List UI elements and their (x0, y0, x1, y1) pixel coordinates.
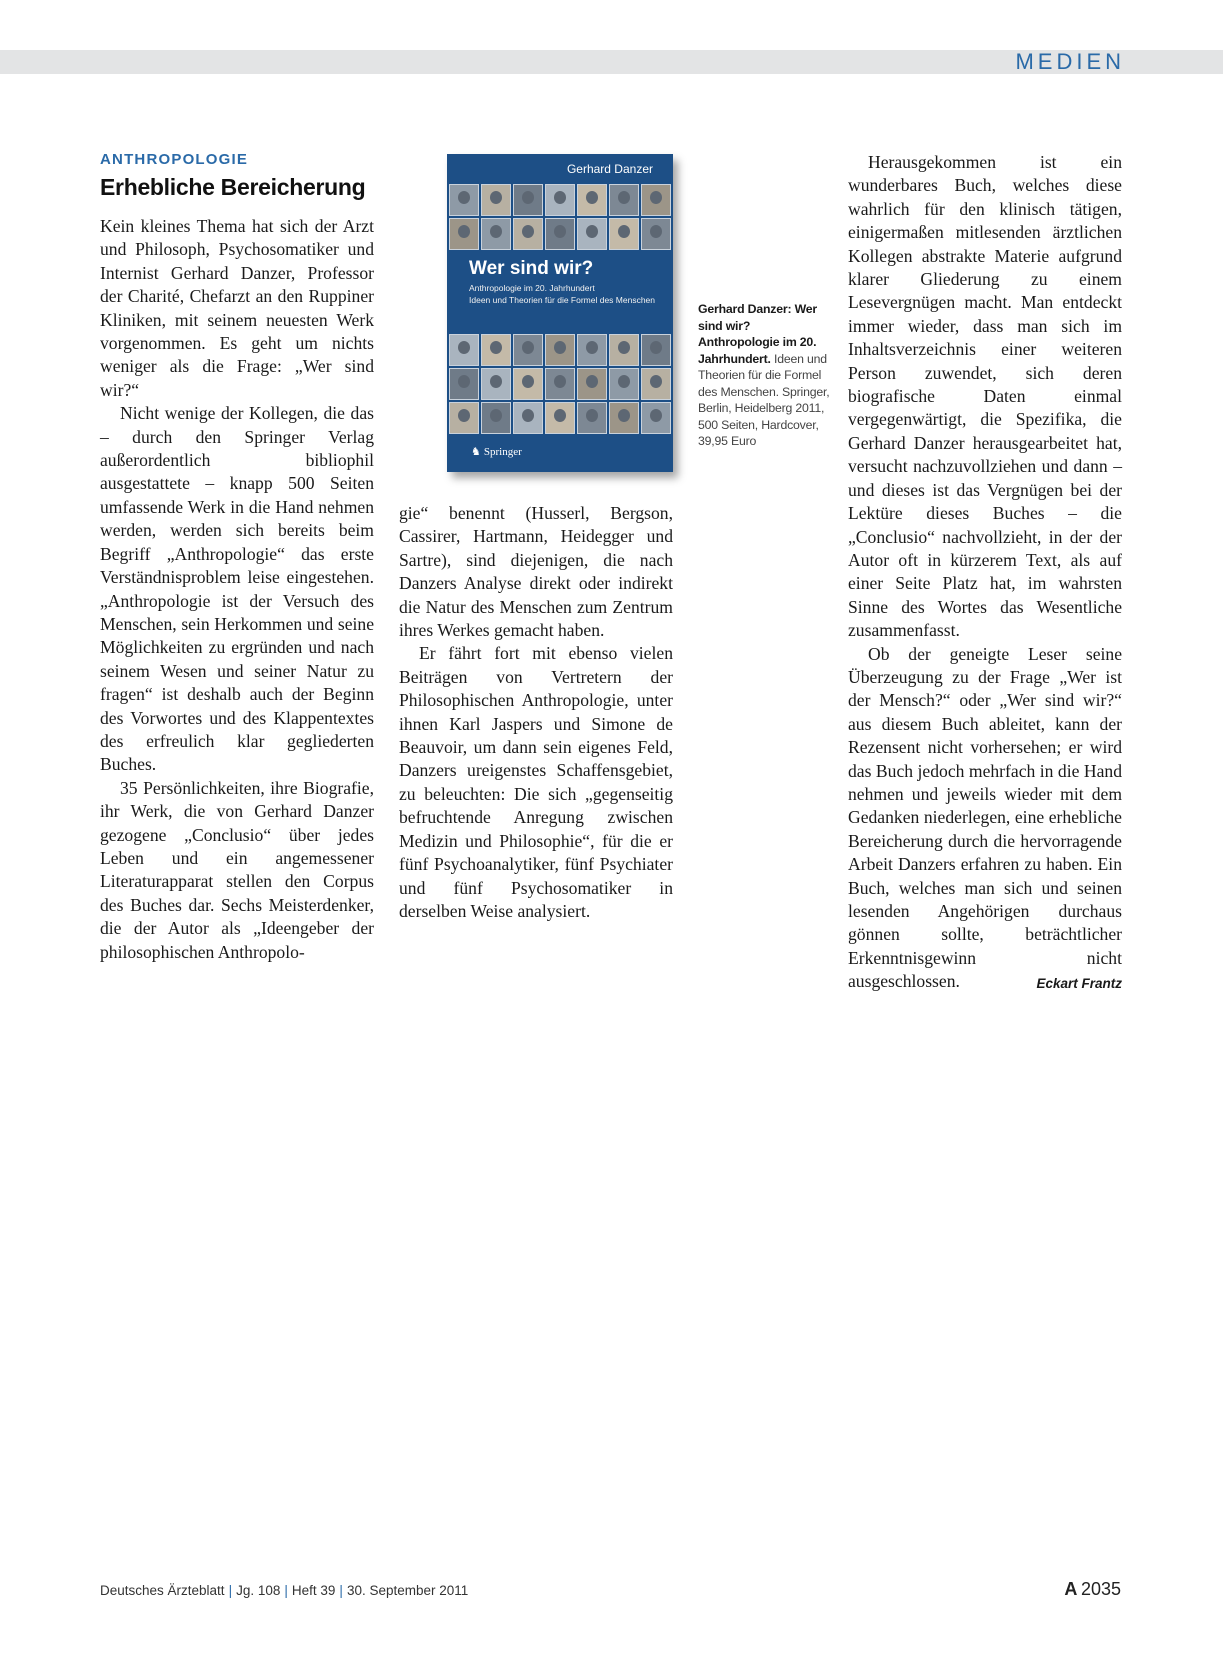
journal-date: 30. September 2011 (346, 1583, 469, 1598)
cover-portrait (609, 334, 639, 366)
cover-portrait (609, 402, 639, 434)
footer-separator: | (284, 1583, 288, 1598)
cover-portrait (641, 334, 671, 366)
cover-portrait (577, 334, 607, 366)
paragraph: Herausgekommen ist ein wunderbares Buch, welches diese wahrlich für den klinisch tätigen, einigermaßen mitlesenden ärztlichen Kollegen abstrakte Materie aufgrund klarer Gliederung zu einem Lesevergnügen macht. Man entdeckt immer wieder, dass man sich im Inhaltsverzeichnis einer weiteren Person zuwendet, sich deren biografische Daten einmal vergegenwärtigt, die Spezifika, die Gerhard Danzer herausgearbeitet hat, versucht nachzuvollziehen und dann – und dieses ist das Vergnügen bei der Lektüre dieses Buches – die „Conclusio“ nachvollzieht, in der der Autor oft in kürzerem Text, als auf einer Seite Platz hat, im wahrsten Sinne des Wortes das Wesentliche zusammenfasst. (848, 152, 1122, 641)
cover-author: Gerhard Danzer (566, 162, 653, 176)
springer-horse-icon: ♞ (471, 446, 481, 458)
cover-portrait (513, 184, 543, 216)
page-number (1064, 1579, 1121, 1600)
page-number-prefix: A (1064, 1579, 1078, 1599)
cover-portrait (481, 218, 511, 250)
footer-separator: | (339, 1583, 343, 1598)
paragraph: 35 Persönlichkeiten, ihre Biografie, ihr Werk, die von Gerhard Danzer gezogene „Conclusio“ über jedes Leben und ein angemessener Literaturapparat stellen den Corpus des Buches dar. Sechs Meisterdenker, die der Autor als „Ideengeber der philosophischen Anthropolo- (100, 777, 374, 962)
article-author: Eckart Frantz (1036, 976, 1122, 992)
cover-portrait (513, 218, 543, 250)
cover-publisher-name: Springer (483, 446, 522, 458)
cover-portrait (641, 218, 671, 250)
cover-portrait (449, 402, 479, 434)
cover-portrait (577, 368, 607, 400)
book-cover-image (447, 154, 673, 472)
cover-portrait (449, 218, 479, 250)
article-headline: Erhebliche Bereicherung (100, 174, 366, 200)
cover-portrait (449, 184, 479, 216)
paragraph: Er fährt fort mit ebenso vielen Beiträgen von Vertretern der Philosophischen Anthropologie, unter ihnen Karl Jaspers und Simone de Beauvoir, um dann sein eigenes Feld, Danzers ureigenstes Schaffensgebiet, zu beleuchten: Die sich „gegenseitig befruchtende Anregung zwischen Medizin und Philosophie“, für die er fünf Psychoanalytiker, fünf Psychiater und fünf Psychosomatiker in derselben Weise analysiert. (399, 643, 673, 921)
paragraph-text: Ob der geneigte Leser seine Überzeugung zu der Frage „Wer ist der Mensch?“ oder „Wer sind wir?“ aus diesem Buch ableitet, kann der Rezensent nicht vorhersehen; er wird das Buch jedoch mehrfach in die Hand nehmen und jeweils wieder mit dem Gedanken niederlegen, eine erhebliche Bereicherung durch die hervorragende Arbeit Danzers erfahren zu haben. Ein Buch, welches man sich und seinen lesenden Angehörigen durchaus gönnen sollte, beträchtlicher Erkenntnisgewinn nicht ausgeschlossen. (848, 643, 1122, 992)
article-column-3 (848, 151, 1122, 996)
cover-portrait (545, 184, 575, 216)
cover-portrait (577, 402, 607, 434)
paragraph: Kein kleines Thema hat sich der Arzt und Philosoph, Psychosomatiker und Internist Gerhard Danzer, Professor der Charité, Chefarzt an den Ruppiner Kliniken, mit seinem neuesten Werk vorgenommen. Es geht um nichts weniger als die Frage: „Wer sind wir?“ (100, 216, 374, 400)
cover-portrait (513, 402, 543, 434)
article-column-1 (100, 151, 374, 964)
paragraph: gie“ benennt (Husserl, Bergson, Cassirer, Hartmann, Heidegger und Sartre), sind diejenigen, die nach Danzers Analyse direkt oder indirekt die Natur des Menschen zum Zentrum ihres Werkes gemacht haben. (399, 503, 673, 641)
cover-portrait (577, 184, 607, 216)
cover-portrait (449, 334, 479, 366)
paragraph (848, 643, 1122, 994)
caption-details: Ideen und Theorien für die Formel des Menschen. Springer, Berlin, Heidelberg 2011, 500 Seiten, Hardcover, 39,95 Euro (698, 351, 830, 448)
cover-portrait (545, 368, 575, 400)
cover-portrait (481, 368, 511, 400)
article-column-2 (399, 502, 673, 923)
cover-portrait (481, 402, 511, 434)
cover-portrait (609, 368, 639, 400)
cover-title: Wer sind wir? (469, 258, 594, 279)
cover-portrait (513, 368, 543, 400)
cover-portrait (481, 334, 511, 366)
cover-portrait (609, 218, 639, 250)
cover-portrait (609, 184, 639, 216)
caption-bold: Gerhard Danzer: Wer sind wir? Anthropologie im 20. Jahrhundert. (698, 302, 817, 366)
cover-subtitle-line-2: Ideen und Theorien für die Formel des Menschen (469, 295, 656, 305)
cover-publisher (471, 445, 522, 458)
cover-portrait (641, 184, 671, 216)
article-kicker: ANTHROPOLOGIE (100, 151, 249, 168)
cover-portrait (513, 334, 543, 366)
cover-portrait (481, 184, 511, 216)
cover-subtitle-line-1: Anthropologie im 20. Jahrhundert (469, 283, 595, 293)
cover-portrait (577, 218, 607, 250)
cover-portrait (641, 402, 671, 434)
section-label: MEDIEN (1015, 49, 1125, 74)
cover-portrait (545, 218, 575, 250)
footer-separator: | (228, 1583, 233, 1598)
journal-volume: Jg. 108 (236, 1583, 281, 1598)
journal-issue: Heft 39 (291, 1583, 336, 1598)
cover-subtitle (469, 282, 669, 306)
cover-portrait (449, 368, 479, 400)
page-footer (100, 1583, 468, 1598)
cover-portrait (545, 402, 575, 434)
cover-portrait (545, 334, 575, 366)
journal-name: Deutsches Ärzteblatt (100, 1583, 225, 1598)
paragraph: Nicht wenige der Kollegen, die das – durch den Springer Verlag außerordentlich bibliophil ausgestattete – knapp 500 Seiten umfassende Werk in die Hand nehmen werden, werden sich bereits beim Begriff „Anthropologie“ das erste Verständnisproblem leise eingestehen. „Anthropologie ist der Versuch des Menschen, sein Herkommen und seine Möglichkeiten zu ergründen und nach seinem Wesen und seiner Natur zu fragen“ ist deshalb auch der Beginn des Vorwortes und des Klappentextes des erfreulich klar gegliederten Buches. (100, 403, 374, 775)
page-number-value: 2035 (1080, 1579, 1121, 1599)
cover-portrait (641, 368, 671, 400)
book-caption (698, 301, 834, 450)
